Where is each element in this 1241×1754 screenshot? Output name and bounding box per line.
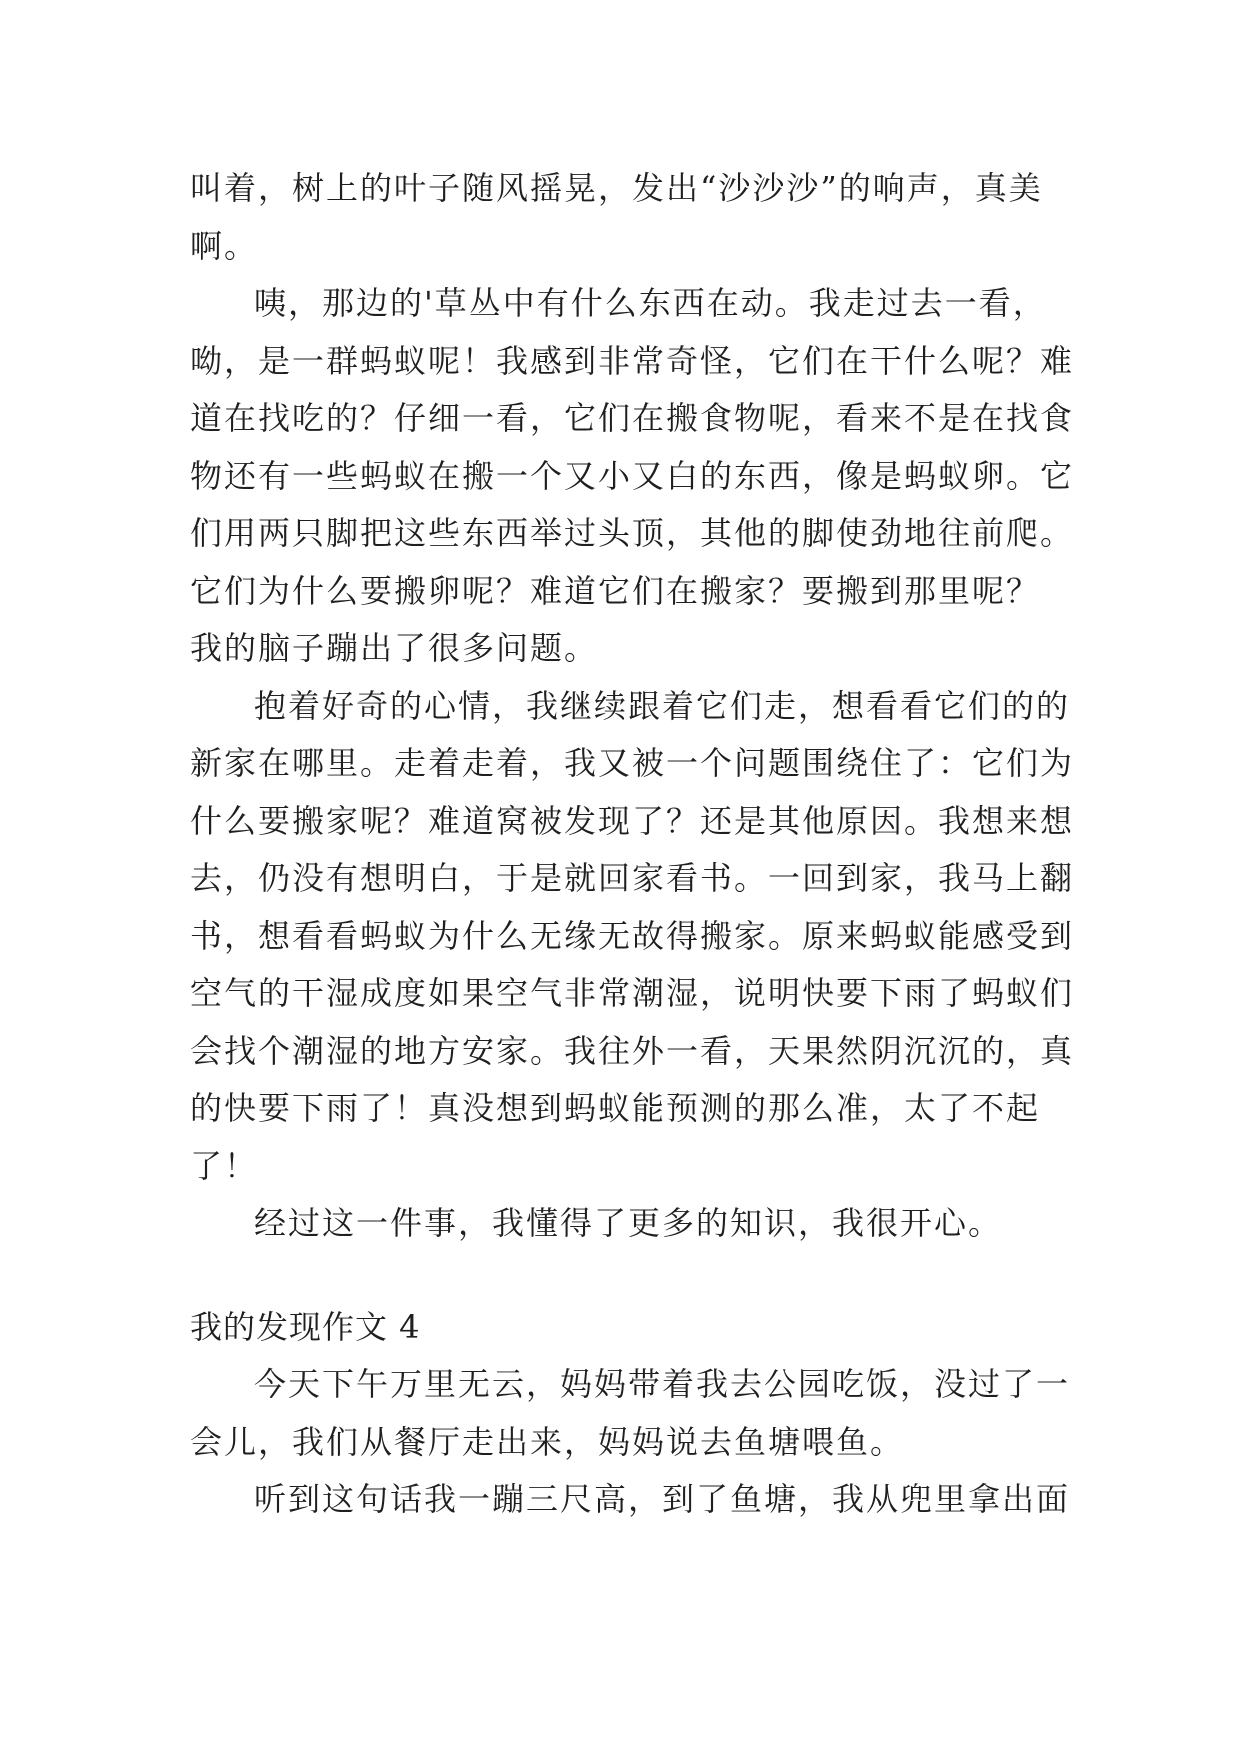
text-line: 新家在哪里。走着走着，我又被一个问题围绕住了：它们为 [190,744,1075,782]
text-line: 咦，那边的'草丛中有什么东西在动。我走过去一看， [254,284,1047,322]
paragraph-5 [190,1356,1071,1471]
text-line: 会儿，我们从餐厅走出来，妈妈说去鱼塘喂鱼。 [190,1422,905,1461]
paragraph-4 [190,1195,1060,1253]
text-line: 了！ [190,1146,259,1185]
text-line: 的快要下雨了！真没想到蚂蚁能预测的那么准，太了不起 [190,1089,1041,1127]
document-page [190,160,1075,1529]
text-line: 经过这一件事，我懂得了更多的知识，我很开心。 [254,1204,1003,1242]
paragraph-6 [190,1471,1071,1529]
text-line: 它们为什么要搬卵呢？难道它们在搬家？要搬到那里呢？ [190,571,1041,610]
text-line: 抱着好奇的心情，我继续跟着它们走，想看看它们的的 [254,686,1071,725]
text-line: 啊。 [190,226,259,265]
text-line: 物还有一些蚂蚁在搬一个又小又白的东西，像是蚂蚁卵。它 [190,456,1075,495]
text-line: 道在找吃的？仔细一看，它们在搬食物呢，看来不是在找食 [190,399,1075,437]
paragraph-1 [190,160,1060,275]
paragraph-3 [190,678,1075,1196]
text-line: 叫着，树上的叶子随风摇晃，发出“沙沙沙”的响声，真美 [190,169,1043,207]
text-line: 去，仍没有想明白，于是就回家看书。一回到家，我马上翻 [190,859,1075,897]
text-line: 听到这句话我一蹦三尺高，到了鱼塘，我从兜里拿出面 [254,1480,1071,1518]
paragraph-2 [190,275,1075,678]
text-line: 呦，是一群蚂蚁呢！我感到非常奇怪，它们在干什么呢？难 [190,341,1075,380]
text-line: 今天下午万里无云，妈妈带着我去公园吃饭，没过了一 [254,1365,1071,1403]
text-line: 什么要搬家呢？难道窝被发现了？还是其他原因。我想来想 [190,801,1075,840]
text-line: 书，想看看蚂蚁为什么无缘无故得搬家。原来蚂蚁能感受到 [190,916,1075,955]
text-line: 会找个潮湿的地方安家。我往外一看，天果然阴沉沉的，真 [190,1031,1075,1070]
text-line: 我的脑子蹦出了很多问题。 [190,629,599,667]
text-line: 们用两只脚把这些东西举过头顶，其他的脚使劲地往前爬。 [190,514,1075,552]
text-line: 空气的干湿成度如果空气非常潮湿，说明快要下雨了蚂蚁们 [190,974,1075,1012]
section-spacer [190,1253,1060,1299]
section-heading: 我的发现作文 4 [190,1307,421,1346]
